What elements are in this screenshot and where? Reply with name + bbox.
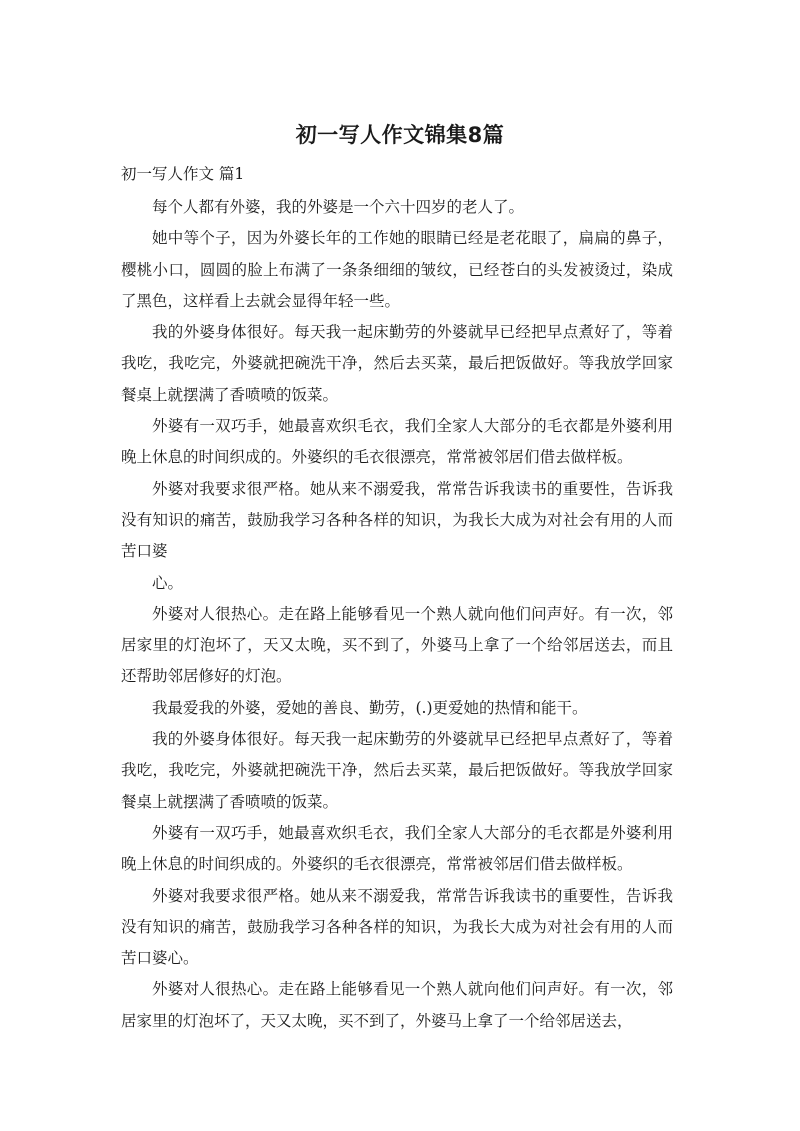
paragraph: 外婆有一双巧手，她最喜欢织毛衣，我们全家人大部分的毛衣都是外婆利用晚上休息的时间织成的。外婆织的毛衣很漂亮，常常被邻居们借去做样板。 xyxy=(121,417,673,467)
page-title: 初一写人作文锦集8篇 xyxy=(295,123,505,147)
paragraph: 外婆有一双巧手，她最喜欢织毛衣，我们全家人大部分的毛衣都是外婆利用晚上休息的时间织成的。外婆织的毛衣很漂亮，常常被邻居们借去做样板。 xyxy=(121,823,673,874)
paragraph: 她中等个子，因为外婆长年的工作她的眼睛已经是老花眼了，扁扁的鼻子，樱桃小口，圆圆的脸上布满了一条条细细的皱纹，已经苍白的头发被烫过，染成了黑色，这样看上去就会显得年轻一些。 xyxy=(121,229,673,310)
paragraph: 心。 xyxy=(152,573,184,592)
paragraph: 我的外婆身体很好。每天我一起床勤劳的外婆就早已经把早点煮好了，等着我吃，我吃完，外婆就把碗洗干净，然后去买菜，最后把饭做好。等我放学回家餐桌上就摆满了香喷喷的饭菜。 xyxy=(121,730,673,811)
paragraph: 每个人都有外婆，我的外婆是一个六十四岁的老人了。 xyxy=(152,198,525,216)
paragraph: 外婆对人很热心。走在路上能够看见一个熟人就向他们问声好。有一次，邻居家里的灯泡坏了，天又太晚，买不到了，外婆马上拿了一个给邻居送去， xyxy=(121,980,673,1030)
paragraph: 外婆对我要求很严格。她从来不溺爱我，常常告诉我读书的重要性，告诉我没有知识的痛苦，鼓励我学习各种各样的知识，为我长大成为对社会有用的人而苦口婆心。 xyxy=(121,886,673,968)
body-text xyxy=(121,192,673,1037)
paragraph: 我最爱我的外婆，爱她的善良、勤劳，(.)更爱她的热情和能干。 xyxy=(152,698,588,717)
paragraph: 外婆对人很热心。走在路上能够看见一个熟人就向他们问声好。有一次，邻居家里的灯泡坏了，天又太晚，买不到了，外婆马上拿了一个给邻居送去，而且还帮助邻居修好的灯泡。 xyxy=(121,604,673,686)
section-heading: 初一写人作文 篇1 xyxy=(121,165,245,183)
paragraph: 我的外婆身体很好。每天我一起床勤劳的外婆就早已经把早点煮好了，等着我吃，我吃完，外婆就把碗洗干净，然后去买菜，最后把饭做好。等我放学回家餐桌上就摆满了香喷喷的饭菜。 xyxy=(121,323,673,404)
paragraph: 外婆对我要求很严格。她从来不溺爱我，常常告诉我读书的重要性，告诉我没有知识的痛苦，鼓励我学习各种各样的知识，为我长大成为对社会有用的人而苦口婆 xyxy=(121,479,673,561)
